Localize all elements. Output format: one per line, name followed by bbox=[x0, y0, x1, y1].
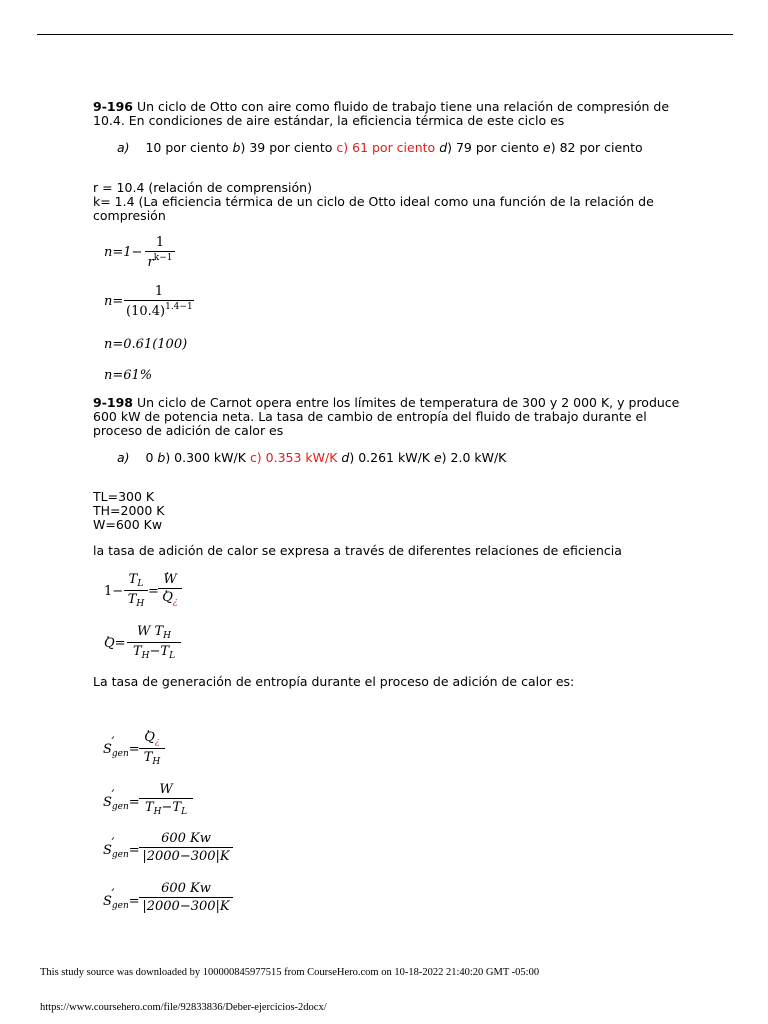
eqE-lhs: ´ $S_{gen}=$ bbox=[103, 843, 140, 860]
eq2-numerator: 1 bbox=[124, 284, 194, 301]
eqD-den-mid: −T bbox=[161, 800, 182, 815]
eq1-lhs: n=1− bbox=[104, 245, 143, 260]
s-symbol: ´ S bbox=[103, 894, 112, 909]
s-symbol: ´ S bbox=[103, 843, 112, 858]
eqA-den1: T bbox=[127, 592, 137, 607]
eqA-num1: T bbox=[128, 572, 138, 587]
eqC-lhs: ´ $S_{gen}=$ bbox=[103, 742, 140, 759]
eq1-den-exp: k−1 bbox=[153, 253, 173, 263]
eqD-den-sub2: L bbox=[181, 807, 188, 817]
given-k-line2: compresión bbox=[93, 208, 166, 223]
option-b-letter: b bbox=[232, 140, 241, 155]
eqD-den: T bbox=[144, 800, 154, 815]
eqB-den-mid: −T bbox=[149, 644, 170, 659]
problem-2-line2: 600 kW de potencia neta. La tasa de cambio de entropía del fluido de trabajo durante el bbox=[93, 409, 647, 424]
eqD-lhs: ´ $S_{gen}=$ bbox=[103, 795, 140, 812]
eqB-num-sub: H bbox=[163, 631, 172, 641]
option-d-letter: d bbox=[439, 140, 448, 155]
eq2-den-exp: 1.4−1 bbox=[165, 302, 193, 312]
eqB-fraction bbox=[127, 624, 181, 661]
problem-2-number: 9-198 bbox=[93, 395, 133, 410]
option-d: ) 0.261 kW/K bbox=[349, 450, 430, 465]
problem-1-statement bbox=[93, 100, 669, 128]
option-c-answer: c) 61 por ciento bbox=[336, 140, 436, 155]
s-sub: gen bbox=[111, 749, 129, 759]
problem-1-number: 9-196 bbox=[93, 99, 133, 114]
given-k-line1: k= 1.4 (La eficiencia térmica de un ciclo de Otto ideal como una función de la relación de bbox=[93, 194, 654, 209]
eq1-numerator: 1 bbox=[145, 235, 175, 252]
eqA-equals: = bbox=[148, 584, 159, 599]
problem-2-statement bbox=[93, 396, 679, 438]
option-a: 10 por ciento bbox=[145, 140, 229, 155]
eqB-lhs-text: . Q= bbox=[104, 636, 126, 651]
problem-1-line1: Un ciclo de Otto con aire como fluido de trabajo tiene una relación de compresión de bbox=[136, 99, 670, 114]
eqA-fraction2 bbox=[158, 572, 182, 607]
problem-1-options bbox=[117, 140, 643, 155]
eq2-lhs: n= bbox=[104, 294, 124, 309]
given-tl: TL=300 K bbox=[93, 489, 155, 504]
eqF-fraction bbox=[139, 881, 233, 914]
problem-2-line3: proceso de adición de calor es bbox=[93, 423, 284, 438]
heat-rate-text: la tasa de adición de calor se expresa a través de diferentes relaciones de eficiencia bbox=[93, 543, 622, 558]
download-note: This study source was downloaded by 100000845977515 from CourseHero.com on 10-18-2022 21:40:20 GMT -05:00 bbox=[40, 967, 540, 978]
eqA-den2-sub: ¿ bbox=[172, 597, 178, 607]
option-e: ) 82 por ciento bbox=[550, 140, 643, 155]
given-r: r = 10.4 (relación de comprensión) bbox=[93, 180, 312, 195]
source-url[interactable]: https://www.coursehero.com/file/92833836/Deber-ejercicios-2docx/ bbox=[40, 1002, 327, 1013]
s-sub: gen bbox=[111, 901, 129, 911]
option-d-letter: d bbox=[341, 450, 350, 465]
eqA-num1-sub: L bbox=[137, 579, 144, 589]
option-e-letter: e bbox=[543, 140, 551, 155]
eq1-fraction bbox=[145, 235, 175, 270]
eqB-den-sub1: H bbox=[141, 651, 150, 661]
entropy-text: La tasa de generación de entropía durante el proceso de adición de calor es: bbox=[93, 674, 575, 689]
option-b-letter: b bbox=[157, 450, 166, 465]
problem-1-line2: 10.4. En condiciones de aire estándar, la eficiencia térmica de este ciclo es bbox=[93, 113, 565, 128]
eq1-den-base: r bbox=[147, 255, 154, 270]
eqC-den: T bbox=[143, 750, 153, 765]
given-w: W=600 Kw bbox=[93, 517, 163, 532]
s-sub: gen bbox=[111, 802, 129, 812]
eqA-den2: . Q bbox=[162, 590, 173, 605]
problem-2-options bbox=[117, 450, 506, 465]
eqB-den: T bbox=[132, 644, 142, 659]
eqA-num2: . W bbox=[163, 572, 176, 587]
eqE-fraction bbox=[139, 831, 233, 864]
option-e: ) 2.0 kW/K bbox=[441, 450, 507, 465]
eqC-den-sub: H bbox=[152, 757, 161, 767]
eqB-den-sub2: L bbox=[169, 651, 176, 661]
eq2-den-base: (10.4) bbox=[126, 304, 166, 319]
eqD-num: W bbox=[139, 782, 193, 799]
s-sub: gen bbox=[111, 850, 129, 860]
option-a: 0 bbox=[145, 450, 154, 465]
option-b: ) 39 por ciento bbox=[240, 140, 333, 155]
eqF-lhs: ´ $S_{gen}=$ bbox=[103, 894, 140, 911]
eqA-fraction1 bbox=[124, 572, 148, 609]
problem-2-given bbox=[93, 490, 165, 532]
option-d: ) 79 por ciento bbox=[447, 140, 540, 155]
s-symbol: ´ S bbox=[103, 742, 112, 757]
eqB-lhs bbox=[104, 636, 126, 651]
s-symbol: ´ S bbox=[103, 795, 112, 810]
eqE-den: |2000−300|K bbox=[142, 849, 230, 864]
eqB-num: W T bbox=[136, 624, 164, 639]
option-b: ) 0.300 kW/K bbox=[165, 450, 246, 465]
eqA-lead: 1− bbox=[104, 584, 124, 599]
problem-2-line1: Un ciclo de Carnot opera entre los límites de temperatura de 300 y 2 000 K, y produce bbox=[136, 395, 680, 410]
eq4: n=61% bbox=[104, 368, 153, 383]
eqE-num: 600 Kw bbox=[139, 831, 233, 848]
eqA-den1-sub: H bbox=[136, 599, 145, 609]
eqC-num: . Q bbox=[144, 730, 155, 745]
eqD-fraction bbox=[139, 782, 193, 817]
option-c-answer: c) 0.353 kW/K bbox=[249, 450, 338, 465]
given-th: TH=2000 K bbox=[93, 503, 165, 518]
eqC-num-sub: ¿ bbox=[154, 737, 160, 747]
problem-1-given bbox=[93, 181, 654, 223]
header-rule bbox=[37, 34, 733, 35]
eqF-den: |2000−300|K bbox=[142, 899, 230, 914]
eq3: n=0.61(100) bbox=[104, 337, 188, 352]
option-e-letter: e bbox=[433, 450, 442, 465]
eqF-num: 600 Kw bbox=[139, 881, 233, 898]
eq2-fraction bbox=[124, 284, 194, 319]
eqC-fraction bbox=[139, 730, 165, 767]
option-a-letter: a) bbox=[117, 140, 130, 155]
option-a-letter: a) bbox=[117, 450, 130, 465]
eqD-den-sub1: H bbox=[153, 807, 162, 817]
